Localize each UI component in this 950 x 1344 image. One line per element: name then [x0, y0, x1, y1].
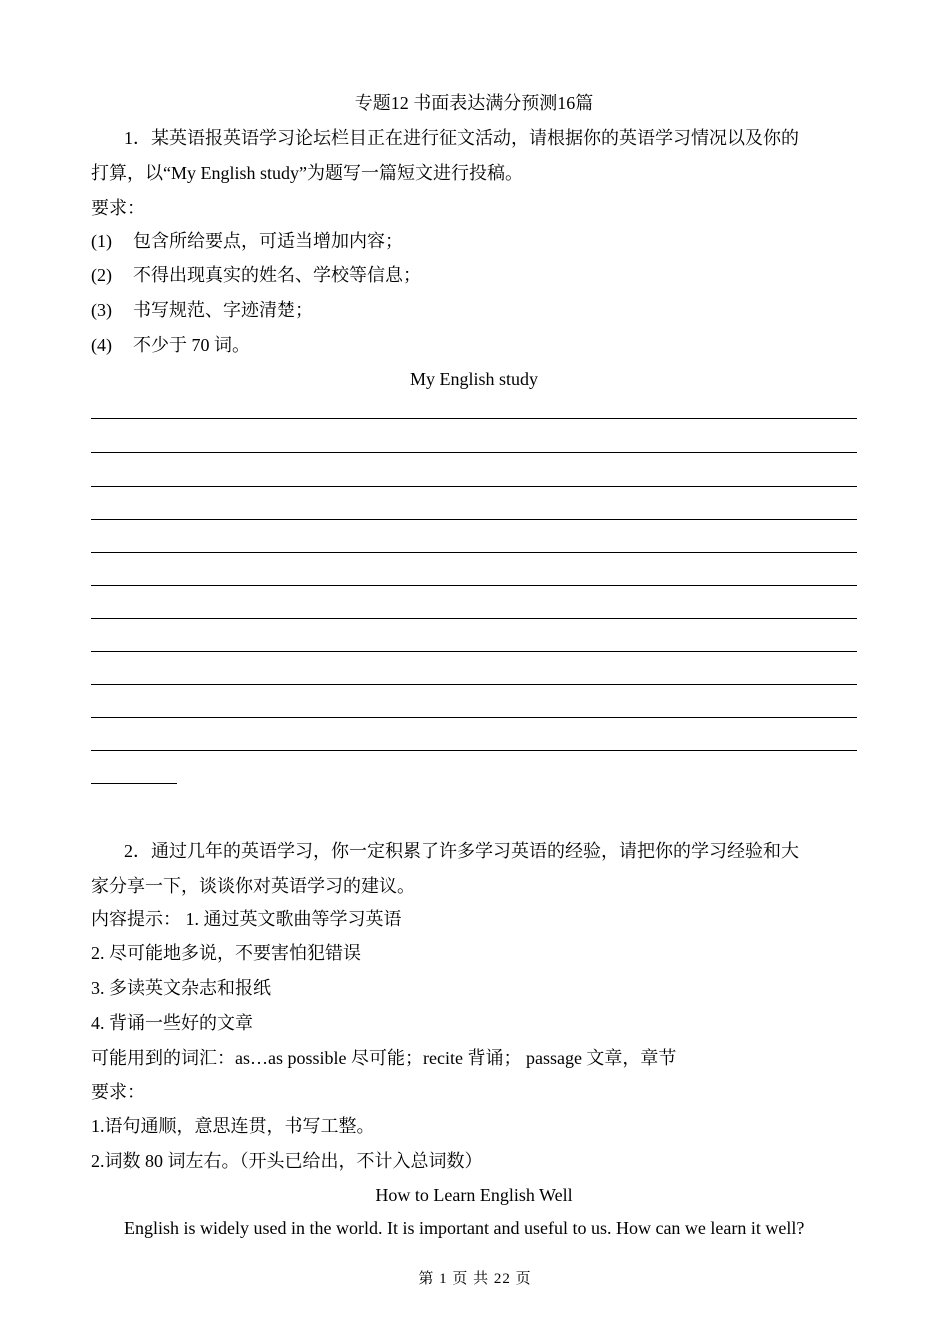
q1-requirement: [91, 298, 857, 322]
requirement-text: 不得出现真实的姓名、学校等信息；: [133, 265, 421, 285]
q2-essay-title: How to Learn English Well: [375, 1185, 573, 1205]
q2-hint-line: 2. 尽可能地多说，不要害怕犯错误: [91, 943, 361, 963]
q2-hint-line: 内容提示： 1. 通过英文歌曲等学习英语: [91, 909, 402, 929]
answer-line: [91, 750, 857, 751]
q2-essay-opening: English is widely used in the world. It is important and useful to us. How can we learn it well?: [124, 1218, 805, 1238]
answer-line: [91, 519, 857, 520]
q2-prompt-line1: 2．通过几年的英语学习，你一定积累了许多学习英语的经验，请把你的学习经验和大: [124, 841, 799, 861]
answer-line: [91, 418, 857, 419]
requirement-number: (1): [91, 231, 112, 251]
requirement-number: (3): [91, 300, 112, 320]
q1-requirement: [91, 229, 857, 253]
q1-requirements-label: 要求：: [91, 198, 145, 218]
answer-line: [91, 585, 857, 586]
q1-prompt-line2: 打算，以“My English study”为题写一篇短文进行投稿。: [91, 163, 523, 183]
q1-requirement: [91, 263, 857, 287]
answer-line: [91, 486, 857, 487]
q2-requirements-label: 要求：: [91, 1082, 145, 1102]
q1-requirement: [91, 333, 857, 357]
answer-line: [91, 684, 857, 685]
requirement-number: (4): [91, 335, 112, 355]
q1-prompt-line1: 1．某英语报英语学习论坛栏目正在进行征文活动，请根据你的英语学习情况以及你的: [124, 128, 799, 148]
q2-requirement: 1.语句通顺，意思连贯，书写工整。: [91, 1116, 375, 1136]
requirement-number: (2): [91, 265, 112, 285]
requirement-text: 包含所给要点，可适当增加内容；: [133, 231, 403, 251]
q2-vocab-line: 可能用到的词汇：as…as possible 尽可能；recite 背诵； passage 文章，章节: [91, 1048, 677, 1068]
page-footer: 第 1 页 共 22 页: [418, 1271, 532, 1287]
q2-hint-line: 3. 多读英文杂志和报纸: [91, 978, 271, 998]
q1-essay-title: My English study: [409, 369, 538, 389]
requirement-text: 书写规范、字迹清楚；: [133, 300, 313, 320]
q2-hint-line: 4. 背诵一些好的文章: [91, 1013, 253, 1033]
answer-line: [91, 452, 857, 453]
requirement-text: 不少于 70 词。: [133, 335, 250, 355]
answer-line: [91, 552, 857, 553]
q2-requirement: 2.词数 80 词左右。（开头已给出，不计入总词数）: [91, 1151, 483, 1171]
q2-prompt-line2: 家分享一下，谈谈你对英语学习的建议。: [91, 876, 415, 896]
answer-line: [91, 717, 857, 718]
answer-line: [91, 618, 857, 619]
page-title: 专题12 书面表达满分预测16篇: [354, 93, 594, 113]
answer-line: [91, 651, 857, 652]
answer-line-end: [91, 783, 177, 784]
